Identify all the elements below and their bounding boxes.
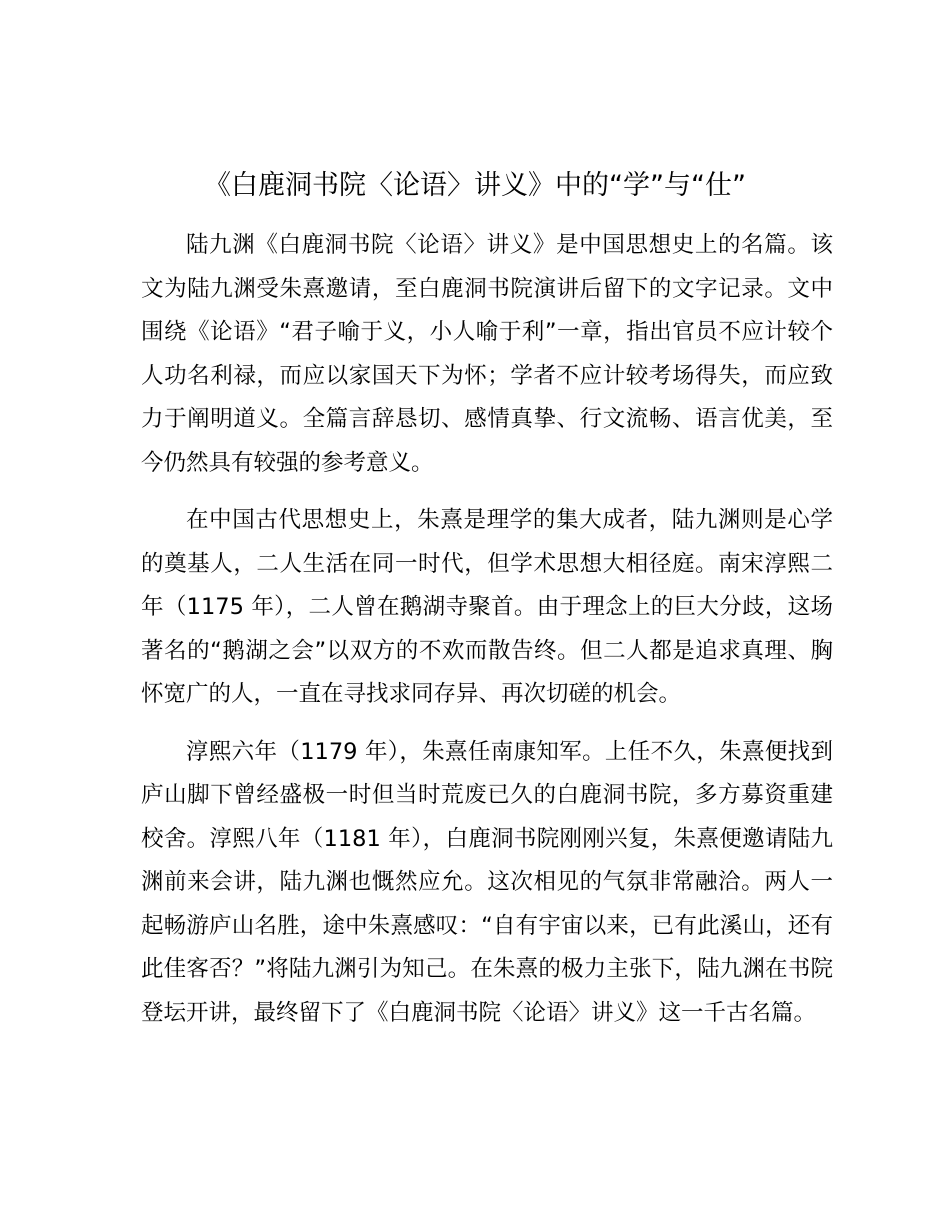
article-body [141, 224, 833, 1049]
paragraph-3: 淳熙六年（1179 年），朱熹任南康知军。上任不久，朱熹便找到庐山脚下曾经盛极一时但当时荒废已久的白鹿洞书院，多方募资重建校舍。淳熙八年（1181 年），白鹿洞书院刚刚兴复，朱熹便邀请陆九渊前来会讲，陆九渊也慨然应允。这次相见的气氛非常融洽。两人一起畅游庐山名胜，途中朱熹感叹：“自有宇宙以来，已有此溪山，还有此佳客否？”将陆九渊引为知己。在朱熹的极力主张下，陆九渊在书院登坛开讲，最终留下了《白鹿洞书院〈论语〉讲义》这一千古名篇。 [141, 738, 833, 1026]
paragraph-2: 在中国古代思想史上，朱熹是理学的集大成者，陆九渊则是心学的奠基人，二人生活在同一时代，但学术思想大相径庭。南宋淳熙二年（1175 年），二人曾在鹅湖寺聚首。由于理念上的巨大分歧，这场著名的“鹅湖之会”以双方的不欢而散告终。但二人都是追求真理、胸怀宽广的人，一直在寻找求同存异、再次切磋的机会。 [141, 507, 833, 707]
page-title: 《白鹿洞书院〈论语〉讲义》中的“学”与“仕” [204, 170, 746, 201]
paragraph-1: 陆九渊《白鹿洞书院〈论语〉讲义》是中国思想史上的名篇。该文为陆九渊受朱熹邀请，至白鹿洞书院演讲后留下的文字记录。文中围绕《论语》“君子喻于义，小人喻于利”一章，指出官员不应计较个人功名利禄，而应以家国天下为怀；学者不应计较考场得失，而应致力于阐明道义。全篇言辞恳切、感情真挚、行文流畅、语言优美，至今仍然具有较强的参考意义。 [141, 232, 833, 476]
